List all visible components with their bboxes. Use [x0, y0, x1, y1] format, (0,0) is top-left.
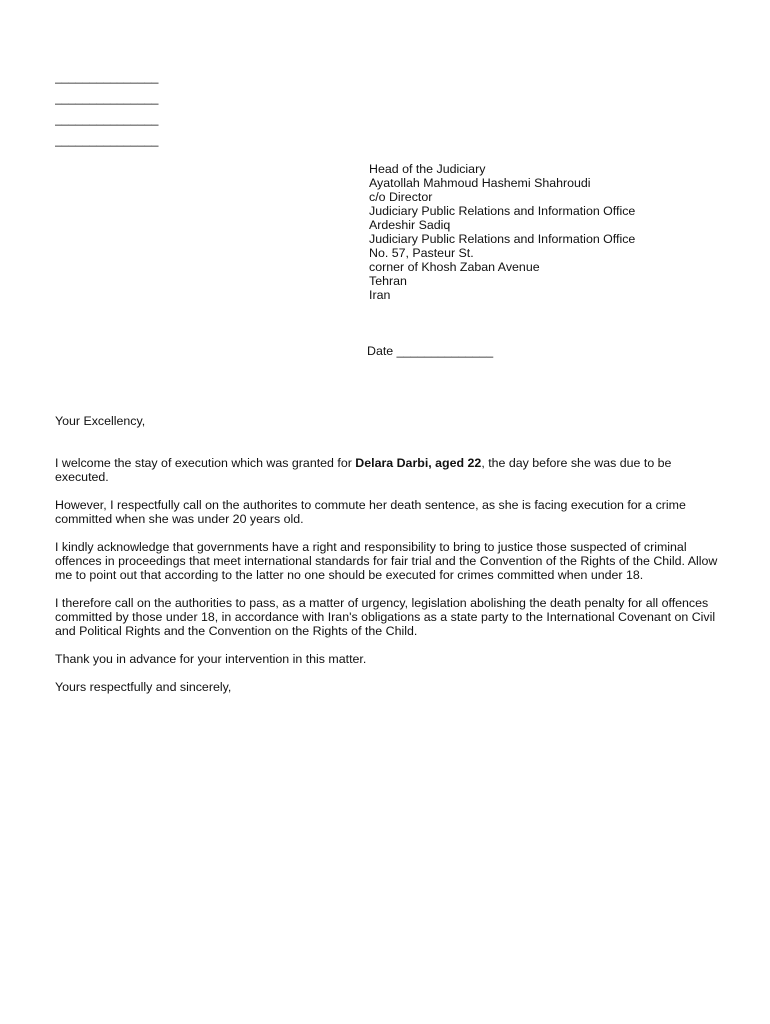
sender-line-3: _______________	[55, 112, 159, 126]
address-line: c/o Director	[369, 190, 433, 204]
paragraph-thanks: Thank you in advance for your intervention in this matter.	[55, 652, 367, 666]
address-line: Iran	[369, 288, 391, 302]
paragraph-commute-sentence: However, I respectfully call on the authorites to commute her death sentence, as she is facing execution for a crime committed when she was under 20 years old.	[55, 498, 686, 526]
paragraph-call-for-legislation: I therefore call on the authorities to pass, as a matter of urgency, legislation abolishing the death penalty for all offences committed by those under 18, in accordance with Iran's obligations as a state party to the International Covenant on Civil and Political Rights and the Convention on the Rights of the Child.	[55, 596, 716, 638]
closing: Yours respectfully and sincerely,	[55, 680, 232, 694]
address-line: Judiciary Public Relations and Information Office	[369, 204, 636, 218]
address-line: Judiciary Public Relations and Information Office	[369, 232, 636, 246]
sender-line-1: _______________	[55, 70, 159, 84]
sender-line-4: _______________	[55, 133, 159, 147]
salutation: Your Excellency,	[55, 414, 146, 428]
para1-text-end: , the day before she was due to be executed.	[55, 456, 672, 484]
date-field: Date ______________	[367, 344, 494, 358]
address-line: Ayatollah Mahmoud Hashemi Shahroudi	[369, 176, 591, 190]
address-line: corner of Khosh Zaban Avenue	[369, 260, 540, 274]
paragraph-acknowledgement: I kindly acknowledge that governments have a right and responsibility to bring to justice those suspected of criminal offences in proceedings that meet international standards for fair trial and the Convention of the Rights of the Child. Allow me to point out that according to the latter no one should be executed for crimes committed when under 18.	[55, 540, 718, 582]
recipient-address	[369, 162, 635, 302]
address-line: No. 57, Pasteur St.	[369, 246, 474, 260]
para1-text: I welcome the stay of execution which was granted for	[55, 456, 356, 470]
sender-line-2: _______________	[55, 91, 159, 105]
prisoner-name: Delara Darbi, aged 22	[355, 456, 482, 470]
address-line: Tehran	[369, 274, 407, 288]
address-line: Ardeshir Sadiq	[369, 218, 451, 232]
address-line: Head of the Judiciary	[369, 162, 486, 176]
paragraph-stay-of-execution	[55, 456, 720, 484]
